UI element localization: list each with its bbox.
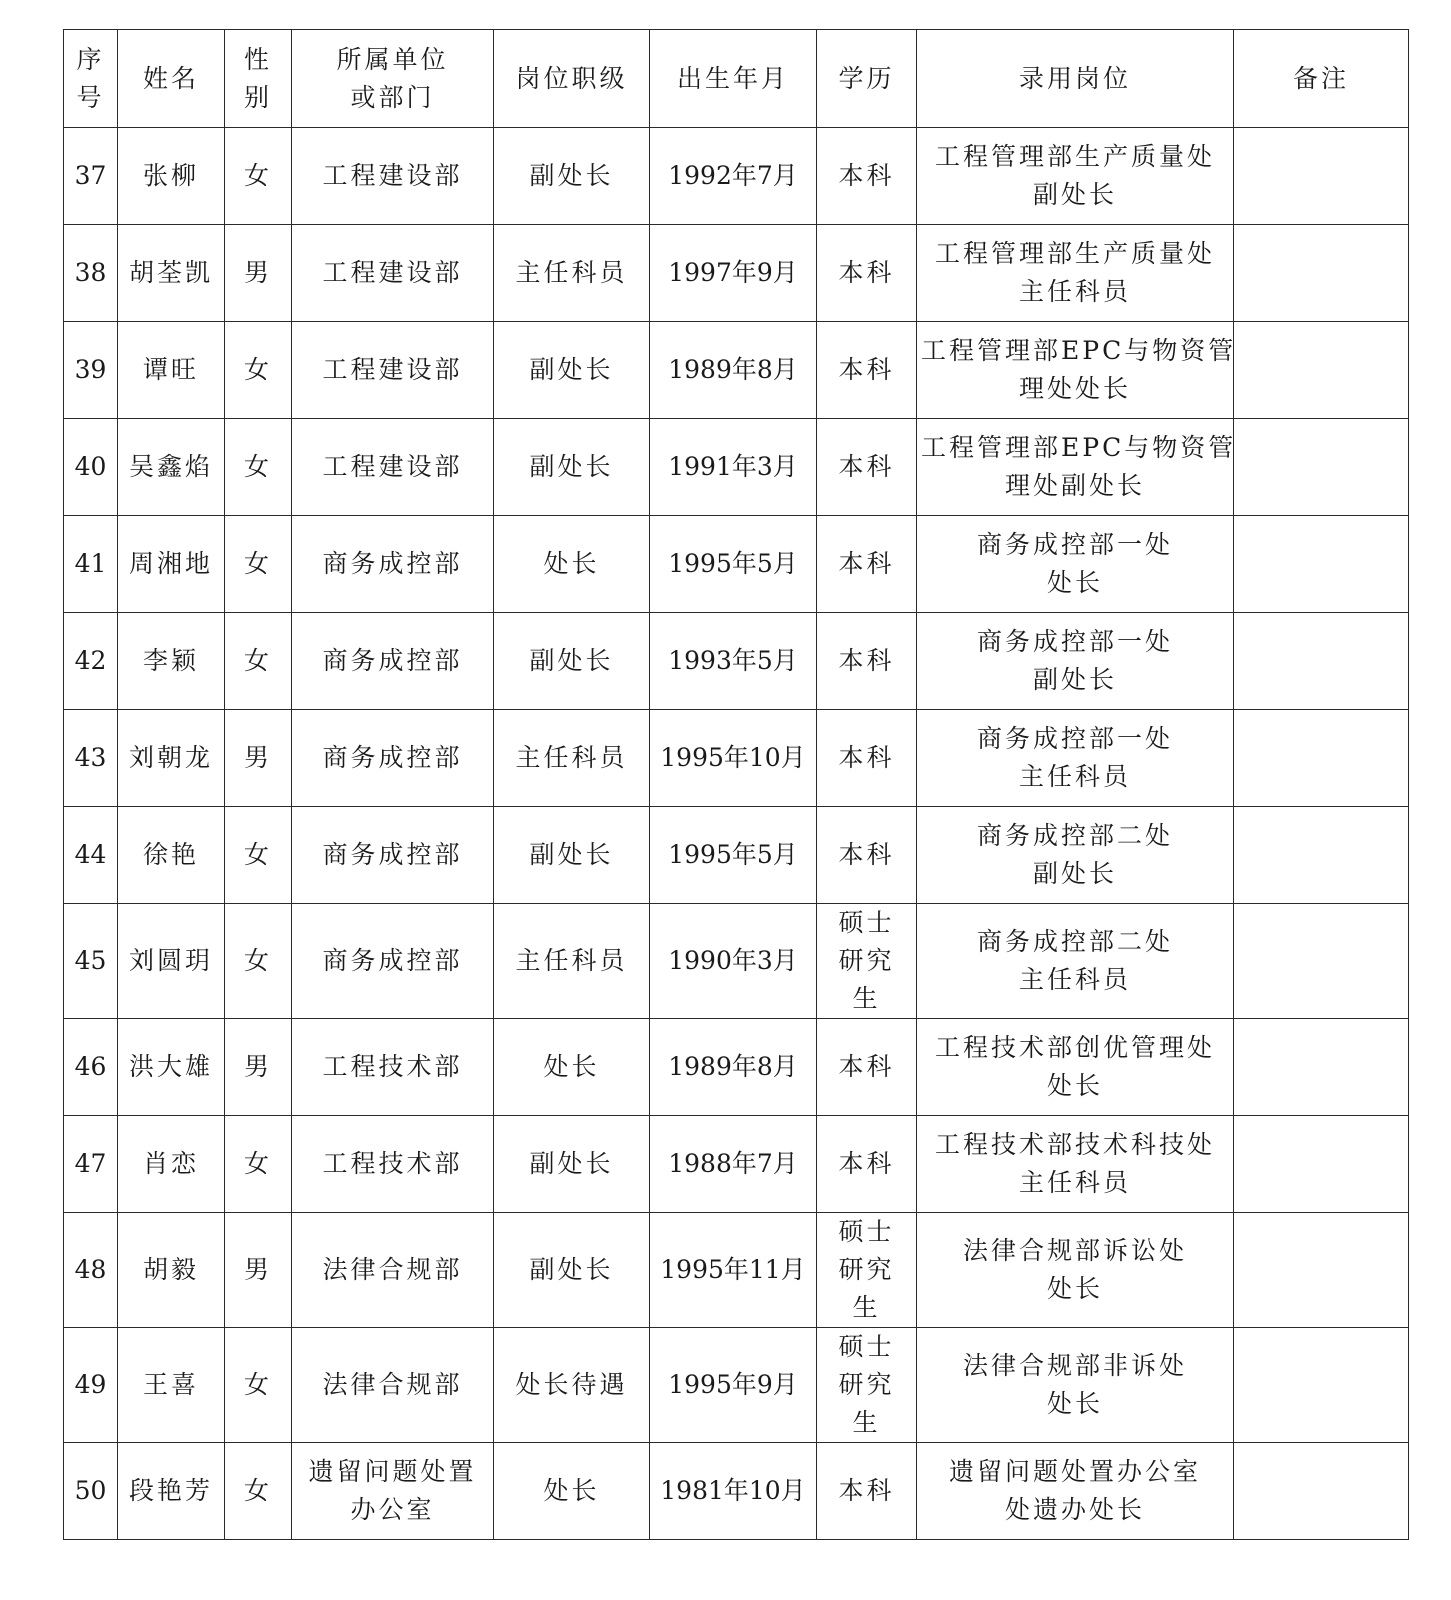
cell-name: 胡荃凯 — [118, 225, 225, 322]
cell-education: 本科 — [817, 516, 917, 613]
cell-post: 遗留问题处置办公室 处遗办处长 — [917, 1443, 1234, 1540]
cell-note — [1234, 128, 1409, 225]
header-cell-post: 录用岗位 — [917, 30, 1234, 128]
header-cell-level: 岗位职级 — [494, 30, 650, 128]
cell-post: 商务成控部一处 主任科员 — [917, 710, 1234, 807]
cell-no: 50 — [64, 1443, 118, 1540]
cell-unit: 商务成控部 — [292, 807, 494, 904]
cell-level: 处长待遇 — [494, 1328, 650, 1443]
header-cell-gender: 性 别 — [225, 30, 292, 128]
cell-note — [1234, 904, 1409, 1019]
cell-gender: 男 — [225, 1019, 292, 1116]
cell-level: 处长 — [494, 1443, 650, 1540]
cell-post: 工程技术部创优管理处 处长 — [917, 1019, 1234, 1116]
table-row — [64, 1443, 1409, 1540]
personnel-table — [63, 29, 1409, 1540]
cell-birth: 1990年3月 — [650, 904, 817, 1019]
cell-level: 副处长 — [494, 807, 650, 904]
cell-post: 工程技术部技术科技处 主任科员 — [917, 1116, 1234, 1213]
cell-unit: 商务成控部 — [292, 710, 494, 807]
table-row — [64, 1328, 1409, 1443]
cell-education: 硕士 研究 生 — [817, 904, 917, 1019]
cell-birth: 1991年3月 — [650, 419, 817, 516]
header-cell-unit: 所属单位 或部门 — [292, 30, 494, 128]
cell-gender: 女 — [225, 1116, 292, 1213]
cell-education: 本科 — [817, 322, 917, 419]
header-cell-no: 序 号 — [64, 30, 118, 128]
cell-unit: 工程技术部 — [292, 1116, 494, 1213]
table-row — [64, 1019, 1409, 1116]
cell-gender: 女 — [225, 904, 292, 1019]
cell-birth: 1995年5月 — [650, 807, 817, 904]
cell-unit: 商务成控部 — [292, 516, 494, 613]
cell-unit: 商务成控部 — [292, 613, 494, 710]
cell-name: 吴鑫焰 — [118, 419, 225, 516]
cell-education: 本科 — [817, 1116, 917, 1213]
cell-unit: 法律合规部 — [292, 1213, 494, 1328]
cell-gender: 男 — [225, 1213, 292, 1328]
cell-level: 副处长 — [494, 1213, 650, 1328]
cell-note — [1234, 1213, 1409, 1328]
cell-level: 处长 — [494, 1019, 650, 1116]
cell-gender: 女 — [225, 516, 292, 613]
cell-birth: 1995年5月 — [650, 516, 817, 613]
cell-name: 李颖 — [118, 613, 225, 710]
cell-post: 工程管理部EPC与物资管 理处处长 — [917, 322, 1234, 419]
cell-post: 商务成控部二处 副处长 — [917, 807, 1234, 904]
cell-name: 张柳 — [118, 128, 225, 225]
cell-name: 胡毅 — [118, 1213, 225, 1328]
cell-level: 副处长 — [494, 322, 650, 419]
cell-post: 工程管理部生产质量处 主任科员 — [917, 225, 1234, 322]
cell-no: 49 — [64, 1328, 118, 1443]
cell-level: 副处长 — [494, 613, 650, 710]
cell-unit: 工程建设部 — [292, 128, 494, 225]
header-row — [64, 30, 1409, 128]
cell-unit: 法律合规部 — [292, 1328, 494, 1443]
cell-note — [1234, 1443, 1409, 1540]
cell-no: 41 — [64, 516, 118, 613]
header-cell-education: 学历 — [817, 30, 917, 128]
cell-gender: 女 — [225, 419, 292, 516]
cell-education: 本科 — [817, 225, 917, 322]
cell-education: 本科 — [817, 613, 917, 710]
cell-no: 44 — [64, 807, 118, 904]
cell-post: 法律合规部非诉处 处长 — [917, 1328, 1234, 1443]
cell-unit: 商务成控部 — [292, 904, 494, 1019]
cell-birth: 1981年10月 — [650, 1443, 817, 1540]
cell-post: 法律合规部诉讼处 处长 — [917, 1213, 1234, 1328]
table-row — [64, 128, 1409, 225]
cell-name: 肖恋 — [118, 1116, 225, 1213]
cell-name: 谭旺 — [118, 322, 225, 419]
cell-note — [1234, 516, 1409, 613]
cell-no: 48 — [64, 1213, 118, 1328]
cell-name: 王喜 — [118, 1328, 225, 1443]
cell-level: 处长 — [494, 516, 650, 613]
cell-education: 本科 — [817, 807, 917, 904]
table-row — [64, 904, 1409, 1019]
cell-education: 本科 — [817, 1019, 917, 1116]
header-cell-birth: 出生年月 — [650, 30, 817, 128]
cell-name: 徐艳 — [118, 807, 225, 904]
cell-name: 周湘地 — [118, 516, 225, 613]
cell-no: 37 — [64, 128, 118, 225]
cell-name: 刘朝龙 — [118, 710, 225, 807]
cell-birth: 1995年10月 — [650, 710, 817, 807]
cell-note — [1234, 1328, 1409, 1443]
cell-no: 47 — [64, 1116, 118, 1213]
cell-education: 本科 — [817, 419, 917, 516]
cell-gender: 女 — [225, 322, 292, 419]
cell-gender: 男 — [225, 710, 292, 807]
cell-name: 洪大雄 — [118, 1019, 225, 1116]
cell-level: 主任科员 — [494, 225, 650, 322]
cell-unit: 工程建设部 — [292, 225, 494, 322]
table-row — [64, 322, 1409, 419]
cell-note — [1234, 613, 1409, 710]
cell-unit: 工程技术部 — [292, 1019, 494, 1116]
cell-birth: 1988年7月 — [650, 1116, 817, 1213]
cell-birth: 1995年9月 — [650, 1328, 817, 1443]
cell-name: 段艳芳 — [118, 1443, 225, 1540]
cell-no: 46 — [64, 1019, 118, 1116]
header-cell-name: 姓名 — [118, 30, 225, 128]
cell-level: 副处长 — [494, 128, 650, 225]
table-row — [64, 807, 1409, 904]
header-cell-note: 备注 — [1234, 30, 1409, 128]
cell-education: 本科 — [817, 1443, 917, 1540]
cell-birth: 1995年11月 — [650, 1213, 817, 1328]
cell-gender: 女 — [225, 807, 292, 904]
cell-level: 主任科员 — [494, 904, 650, 1019]
cell-no: 45 — [64, 904, 118, 1019]
cell-gender: 女 — [225, 128, 292, 225]
cell-gender: 女 — [225, 1328, 292, 1443]
cell-gender: 女 — [225, 1443, 292, 1540]
table-row — [64, 710, 1409, 807]
cell-post: 商务成控部一处 处长 — [917, 516, 1234, 613]
cell-gender: 男 — [225, 225, 292, 322]
cell-level: 副处长 — [494, 1116, 650, 1213]
cell-no: 40 — [64, 419, 118, 516]
cell-level: 主任科员 — [494, 710, 650, 807]
cell-unit: 工程建设部 — [292, 322, 494, 419]
cell-no: 42 — [64, 613, 118, 710]
cell-note — [1234, 1116, 1409, 1213]
table-row — [64, 225, 1409, 322]
cell-post: 商务成控部二处 主任科员 — [917, 904, 1234, 1019]
cell-name: 刘圆玥 — [118, 904, 225, 1019]
cell-no: 43 — [64, 710, 118, 807]
cell-note — [1234, 807, 1409, 904]
cell-unit: 遗留问题处置 办公室 — [292, 1443, 494, 1540]
cell-unit: 工程建设部 — [292, 419, 494, 516]
table-row — [64, 419, 1409, 516]
cell-note — [1234, 225, 1409, 322]
cell-education: 硕士 研究 生 — [817, 1328, 917, 1443]
cell-note — [1234, 419, 1409, 516]
cell-no: 38 — [64, 225, 118, 322]
cell-education: 本科 — [817, 128, 917, 225]
table-row — [64, 613, 1409, 710]
cell-education: 硕士 研究 生 — [817, 1213, 917, 1328]
cell-note — [1234, 1019, 1409, 1116]
table-row — [64, 1213, 1409, 1328]
cell-post: 工程管理部生产质量处 副处长 — [917, 128, 1234, 225]
table-row — [64, 1116, 1409, 1213]
table-row — [64, 516, 1409, 613]
cell-birth: 1992年7月 — [650, 128, 817, 225]
cell-note — [1234, 322, 1409, 419]
cell-birth: 1997年9月 — [650, 225, 817, 322]
cell-note — [1234, 710, 1409, 807]
cell-birth: 1993年5月 — [650, 613, 817, 710]
cell-no: 39 — [64, 322, 118, 419]
cell-gender: 女 — [225, 613, 292, 710]
cell-education: 本科 — [817, 710, 917, 807]
cell-post: 商务成控部一处 副处长 — [917, 613, 1234, 710]
cell-birth: 1989年8月 — [650, 322, 817, 419]
cell-level: 副处长 — [494, 419, 650, 516]
cell-birth: 1989年8月 — [650, 1019, 817, 1116]
cell-post: 工程管理部EPC与物资管 理处副处长 — [917, 419, 1234, 516]
